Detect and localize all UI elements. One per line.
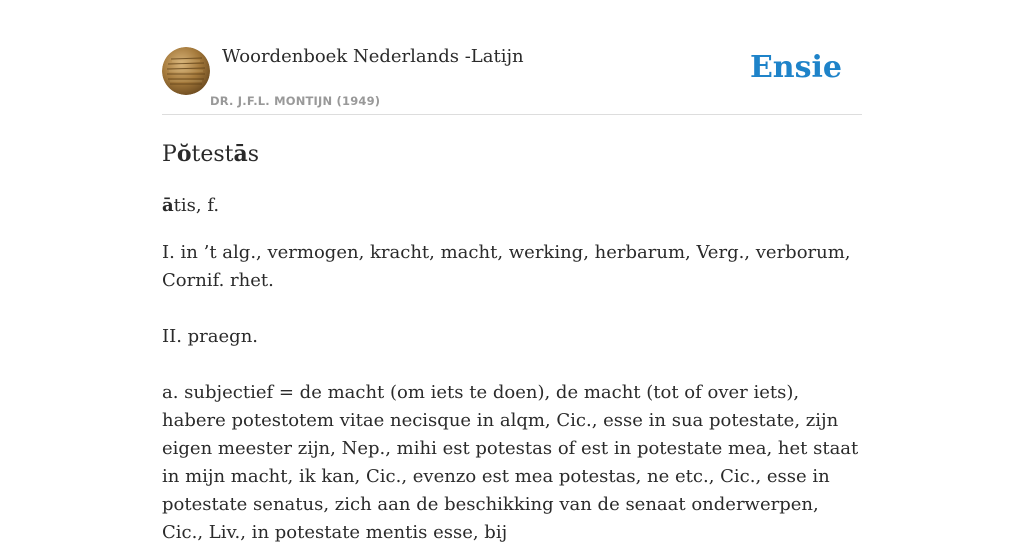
headword-part: P — [162, 142, 177, 167]
page — [162, 0, 862, 547]
site-author: DR. J.F.L. MONTIJN (1949) — [210, 94, 381, 108]
entry-paragraph: a. subjectief = de macht (om iets te doen), de macht (tot of over iets), habere potestotem vitae necisque in alqm, Cic., esse in sua potestate, zijn eigen meester zijn, Nep., mihi est potestas of est in potestate mea, het staat in mijn macht, ik kan, Cic., evenzo est mea potestas, ne etc., Cic., esse in potestate senatus, zich aan de beschikking van de senaat onderwerpen, Cic., Liv., in potestate mentis esse, bij — [162, 382, 859, 543]
site-header — [162, 0, 862, 115]
grammar-mark: ā — [162, 195, 174, 216]
headword-part: s — [247, 142, 260, 167]
medallion-logo-icon[interactable] — [162, 47, 210, 95]
entry-paragraph: I. in ’t alg., vermogen, kracht, macht, werking, herbarum, Verg., verborum, Cornif. rhet. — [162, 242, 851, 291]
headword-mark: ā — [233, 141, 248, 167]
brand-logo-link[interactable]: Ensie — [749, 50, 842, 85]
headword-mark: ŏ — [176, 141, 192, 167]
entry-headword — [162, 139, 862, 170]
grammar-text: tis, f. — [173, 195, 220, 216]
entry-grammar — [162, 192, 862, 220]
headword-part: test — [191, 142, 234, 167]
site-title[interactable]: Woordenboek Nederlands -Latijn — [222, 46, 524, 67]
entry-body — [162, 192, 862, 547]
entry-paragraph: II. praegn. — [162, 326, 259, 347]
